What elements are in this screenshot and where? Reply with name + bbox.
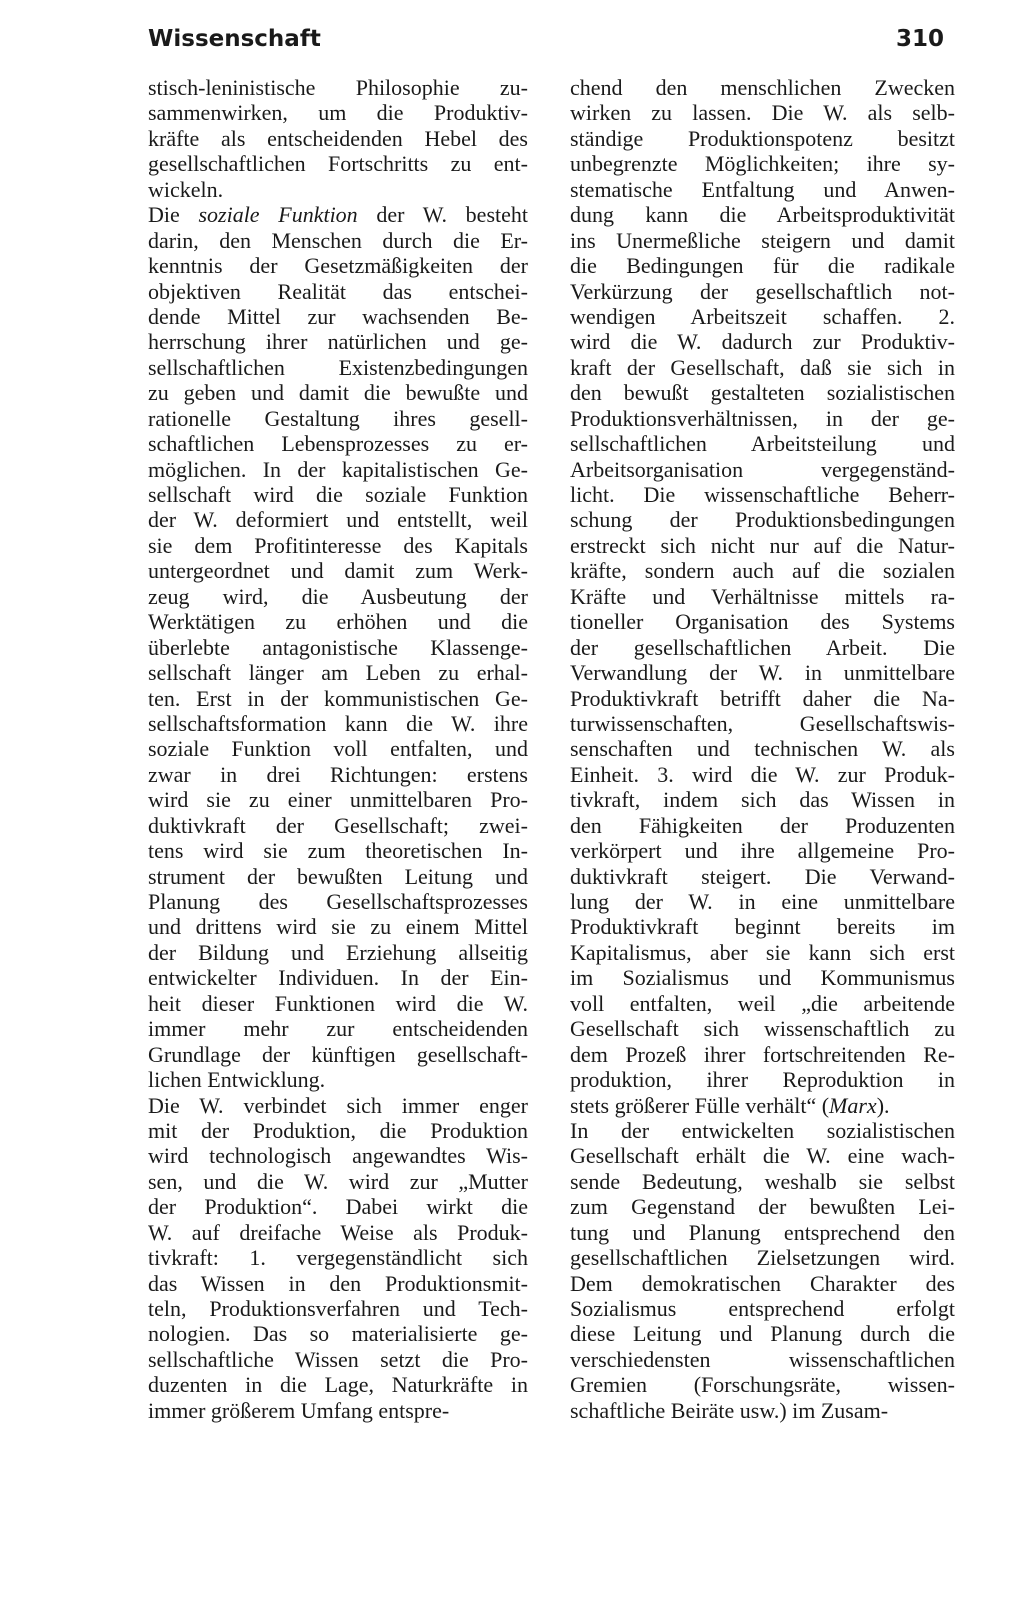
text-line: kraft der Gesellschaft, daß sie sich in xyxy=(570,354,955,380)
text-line: strument der bewußten Leitung und xyxy=(148,863,528,889)
text-line: Produktionsverhältnissen, in der ge- xyxy=(570,405,955,431)
text-line: zwar in drei Richtungen: erstens xyxy=(148,761,528,787)
text-line: wird die W. dadurch zur Produktiv- xyxy=(570,329,955,355)
text-line: Grundlage der künftigen gesellschaft- xyxy=(148,1041,528,1067)
text-line: mit der Produktion, die Produktion xyxy=(148,1117,528,1143)
text-line: W. auf dreifache Weise als Produk- xyxy=(148,1219,528,1245)
text-line: sellschaft wird die soziale Funktion xyxy=(148,482,528,507)
text-line: sammenwirken, um die Produktiv- xyxy=(148,100,528,126)
text-line: tivkraft: 1. vergegenständlicht sich xyxy=(148,1245,528,1271)
text-line: sellschaftsformation kann die W. ihre xyxy=(148,710,528,736)
text-line: zeug wird, die Ausbeutung der xyxy=(148,583,528,609)
text-line xyxy=(570,1093,955,1118)
text-line: überlebte antagonistische Klassenge- xyxy=(148,634,528,660)
text-line: sellschaft länger am Leben zu erhal- xyxy=(148,660,528,686)
text-line: immer mehr zur entscheidenden xyxy=(148,1016,528,1042)
text-line: verkörpert und ihre allgemeine Pro- xyxy=(570,838,955,864)
text-line: lichen Entwicklung. xyxy=(148,1067,326,1093)
left-text-column xyxy=(148,75,528,1423)
text-line: kräfte, sondern auch auf die sozialen xyxy=(570,558,955,584)
line-text: stets größerer Fülle verhält xyxy=(570,1092,807,1118)
text-line: im Sozialismus und Kommunismus xyxy=(570,965,955,991)
text-line: voll entfalten, weil „die arbeitende xyxy=(570,990,955,1016)
text-line: heit dieser Funktionen wird die W. xyxy=(148,990,528,1016)
text-line: der gesellschaftlichen Arbeit. Die xyxy=(570,634,955,660)
quote-close: “ ( xyxy=(806,1092,830,1118)
text-line: tung und Planung entsprechend den xyxy=(570,1219,955,1245)
page-number: 310 xyxy=(895,26,944,52)
text-line: ständige Produktionspotenz besitzt xyxy=(570,125,955,151)
text-line: Gesellschaft erhält die W. eine wach- xyxy=(570,1143,955,1169)
text-line: herrschung ihrer natürlichen und ge- xyxy=(148,329,528,355)
text-line: sen, und die W. wird zur „Mutter xyxy=(148,1168,528,1194)
text-line: dem Prozeß ihrer fortschreitenden Re- xyxy=(570,1041,955,1067)
text-line: Gesellschaft sich wissenschaftlich zu xyxy=(570,1016,955,1042)
text-line: Verwandlung der W. in unmittelbare xyxy=(570,660,955,686)
text-line: zu geben und damit die bewußte und xyxy=(148,380,528,406)
text-line: In der entwickelten sozialistischen xyxy=(570,1117,955,1143)
text-line: verschiedensten wissenschaftlichen xyxy=(570,1346,955,1372)
text-line: der W. deformiert und entstellt, weil xyxy=(148,507,528,533)
text-line: wirken zu lassen. Die W. als selb- xyxy=(570,100,955,126)
text-line: dung kann die Arbeitsproduktivität xyxy=(570,202,955,228)
text-line: wickeln. xyxy=(148,176,224,202)
text-line: Kräfte und Verhältnisse mittels ra- xyxy=(570,583,955,609)
text-line: produktion, ihrer Reproduktion in xyxy=(570,1067,955,1093)
text-line: Gremien (Forschungsräte, wissen- xyxy=(570,1372,955,1398)
line-rest: der W. besteht xyxy=(376,202,528,228)
text-line: Verkürzung der gesellschaftlich not- xyxy=(570,278,955,304)
text-line: tioneller Organisation des Systems xyxy=(570,609,955,635)
text-line: sie dem Profitinteresse des Kapitals xyxy=(148,532,528,558)
text-line: wird sie zu einer unmittelbaren Pro- xyxy=(148,787,528,813)
text-line: duktivkraft steigert. Die Verwand- xyxy=(570,863,955,889)
running-head xyxy=(148,26,944,52)
line-end: ). xyxy=(876,1092,890,1118)
text-line: unbegrenzte Möglichkeiten; ihre sy- xyxy=(570,151,955,177)
text-line: sellschaftliche Wissen setzt die Pro- xyxy=(148,1346,528,1372)
text-line: wird technologisch angewandtes Wis- xyxy=(148,1143,528,1169)
text-line: gesellschaftlichen Zielsetzungen wird. xyxy=(570,1245,955,1271)
text-line: das Wissen in den Produktionsmit- xyxy=(148,1270,528,1296)
text-line: tens wird sie zum theoretischen In- xyxy=(148,838,528,864)
text-line: duktivkraft der Gesellschaft; zwei- xyxy=(148,812,528,838)
line-prefix: Die xyxy=(148,202,199,228)
text-line: den bewußt gestalteten sozialistischen xyxy=(570,380,955,406)
text-line: darin, den Menschen durch die Er- xyxy=(148,227,528,253)
text-line: entwickelter Individuen. In der Ein- xyxy=(148,965,528,991)
text-line: Dem demokratischen Charakter des xyxy=(570,1270,955,1296)
text-line: zum Gegenstand der bewußten Lei- xyxy=(570,1194,955,1220)
text-line: immer größerem Umfang entspre- xyxy=(148,1397,450,1423)
text-line: untergeordnet und damit zum Werk- xyxy=(148,558,528,584)
text-line: schaftlichen Lebensprozesses zu er- xyxy=(148,431,528,457)
text-line: Produktivkraft betrifft daher die Na- xyxy=(570,685,955,711)
text-line: schung der Produktionsbedingungen xyxy=(570,507,955,533)
text-line: tivkraft, indem sich das Wissen in xyxy=(570,787,955,813)
text-line: Sozialismus entsprechend erfolgt xyxy=(570,1296,955,1321)
text-line: gesellschaftlichen Fortschritts zu ent- xyxy=(148,151,528,177)
citation-author: Marx xyxy=(829,1092,877,1118)
text-line: sellschaftlichen Arbeitsteilung und xyxy=(570,431,955,457)
text-line: ten. Erst in der kommunistischen Ge- xyxy=(148,685,528,711)
text-line: sende Bedeutung, weshalb sie selbst xyxy=(570,1168,955,1194)
text-line: die Bedingungen für die radikale xyxy=(570,253,955,279)
text-line: den Fähigkeiten der Produzenten xyxy=(570,812,955,838)
emphasis-term: soziale Funktion xyxy=(198,202,358,228)
text-line: Planung des Gesellschaftsprozesses xyxy=(148,889,528,914)
section-title: Wissenschaft xyxy=(148,26,321,52)
text-line: Kapitalismus, aber sie kann sich erst xyxy=(570,939,955,965)
text-line: und drittens wird sie zu einem Mittel xyxy=(148,914,528,940)
text-line: ins Unermeßliche steigern und damit xyxy=(570,227,955,253)
text-line: Arbeitsorganisation vergegenständ- xyxy=(570,456,955,482)
text-line: chend den menschlichen Zwecken xyxy=(570,75,955,100)
text-line: soziale Funktion voll entfalten, und xyxy=(148,736,528,762)
text-line: Einheit. 3. wird die W. zur Produk- xyxy=(570,761,955,787)
text-line: senschaften und technischen W. als xyxy=(570,736,955,762)
text-line: turwissenschaften, Gesellschaftswis- xyxy=(570,710,955,736)
text-line xyxy=(148,202,528,227)
text-line: Werktätigen zu erhöhen und die xyxy=(148,609,528,635)
text-line: duzenten in die Lage, Naturkräfte in xyxy=(148,1372,528,1398)
text-line: stematische Entfaltung und Anwen- xyxy=(570,176,955,202)
text-line: der Produktion“. Dabei wirkt die xyxy=(148,1194,528,1220)
text-line: licht. Die wissenschaftliche Beherr- xyxy=(570,482,955,507)
text-line: wendigen Arbeitszeit schaffen. 2. xyxy=(570,303,955,329)
text-line: stisch-leninistische Philosophie zu- xyxy=(148,75,528,100)
text-line: möglichen. In der kapitalistischen Ge- xyxy=(148,456,528,482)
text-line: diese Leitung und Planung durch die xyxy=(570,1321,955,1347)
text-line: schaftliche Beiräte usw.) im Zusam- xyxy=(570,1397,889,1423)
text-line: teln, Produktionsverfahren und Tech- xyxy=(148,1296,528,1321)
text-line: Die W. verbindet sich immer enger xyxy=(148,1092,528,1118)
text-line: rationelle Gestaltung ihres gesell- xyxy=(148,405,528,431)
text-line: objektiven Realität das entschei- xyxy=(148,278,528,304)
text-line: sellschaftlichen Existenzbedingungen xyxy=(148,354,528,380)
right-text-column xyxy=(570,75,955,1423)
text-line: kenntnis der Gesetzmäßigkeiten der xyxy=(148,253,528,279)
text-line: der Bildung und Erziehung allseitig xyxy=(148,939,528,965)
text-line: kräfte als entscheidenden Hebel des xyxy=(148,125,528,151)
text-line: erstreckt sich nicht nur auf die Natur- xyxy=(570,532,955,558)
text-line: nologien. Das so materialisierte ge- xyxy=(148,1321,528,1347)
text-line: Produktivkraft beginnt bereits im xyxy=(570,914,955,940)
text-line: lung der W. in eine unmittelbare xyxy=(570,889,955,914)
text-line: dende Mittel zur wachsenden Be- xyxy=(148,303,528,329)
